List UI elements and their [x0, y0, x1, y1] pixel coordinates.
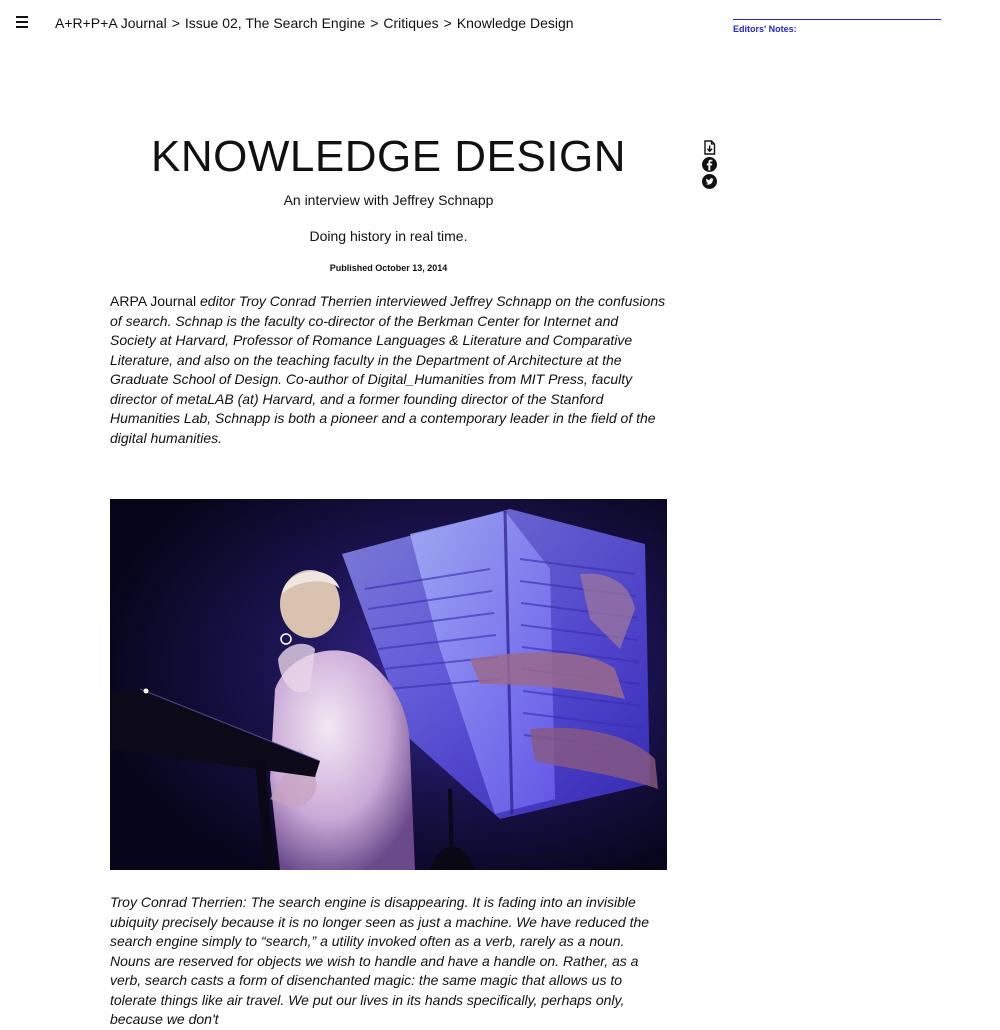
journal-name: ARPA Journal	[110, 293, 197, 309]
breadcrumb	[55, 15, 574, 31]
share-toolbar	[702, 140, 717, 191]
download-pdf-icon[interactable]	[702, 140, 717, 155]
article-intro	[110, 292, 667, 448]
published-date: Published October 13, 2014	[329, 263, 448, 273]
breadcrumb-critiques[interactable]: Critiques	[383, 15, 439, 31]
intro-text: editor Troy Conrad Therrien interviewed Jeffrey Schnapp on the confusions of search. Schnap is the faculty co-director of the Berkman Center for Internet and Society at Harvard, Professor of Romance Languages & Literature and Comparative Literature, and also on the teaching faculty in the Department of Architecture at the Graduate School of Design. Co-author of Digital_Humanities from MIT Press, faculty director of metaLAB (at) Harvard, and a former founding director of the Stanford Humanities Lab, Schnapp is both a pioneer and a contemporary leader in the field of the digital humanities.	[110, 293, 666, 446]
facebook-icon[interactable]	[702, 157, 717, 172]
breadcrumb-separator: >	[443, 15, 452, 31]
page-title: KNOWLEDGE DESIGN	[151, 132, 626, 181]
editors-notes-link[interactable]: Editors' Notes:	[733, 24, 797, 34]
interview-paragraph: Troy Conrad Therrien: The search engine is disappearing. It is fading into an invisible ubiquity precisely because it is no longer seen as just a machine. We have reduced the search engine simply to “search,” a utility invoked often as a verb, rarely as a noun. Nouns are reserved for objects we wish to handle and have a handle on. Rather, as a verb, search casts a form of disenchanted magic: the same magic that allows us to tolerate things like air travel. We put our lives in its hands specifically, perhaps only, because we don't	[110, 894, 650, 1027]
hero-photo	[110, 499, 667, 870]
breadcrumb-journal[interactable]: A+R+P+A Journal	[55, 15, 167, 31]
editors-notes-panel	[733, 19, 941, 34]
twitter-icon[interactable]	[702, 174, 717, 189]
article-tagline: Doing history in real time.	[309, 228, 468, 244]
breadcrumb-current-page[interactable]: Knowledge Design	[456, 15, 574, 31]
article-subtitle: An interview with Jeffrey Schnapp	[283, 192, 494, 208]
breadcrumb-issue[interactable]: Issue 02, The Search Engine	[184, 15, 366, 31]
hamburger-menu-icon[interactable]	[16, 16, 28, 28]
breadcrumb-separator: >	[171, 15, 180, 31]
breadcrumb-separator: >	[370, 15, 379, 31]
